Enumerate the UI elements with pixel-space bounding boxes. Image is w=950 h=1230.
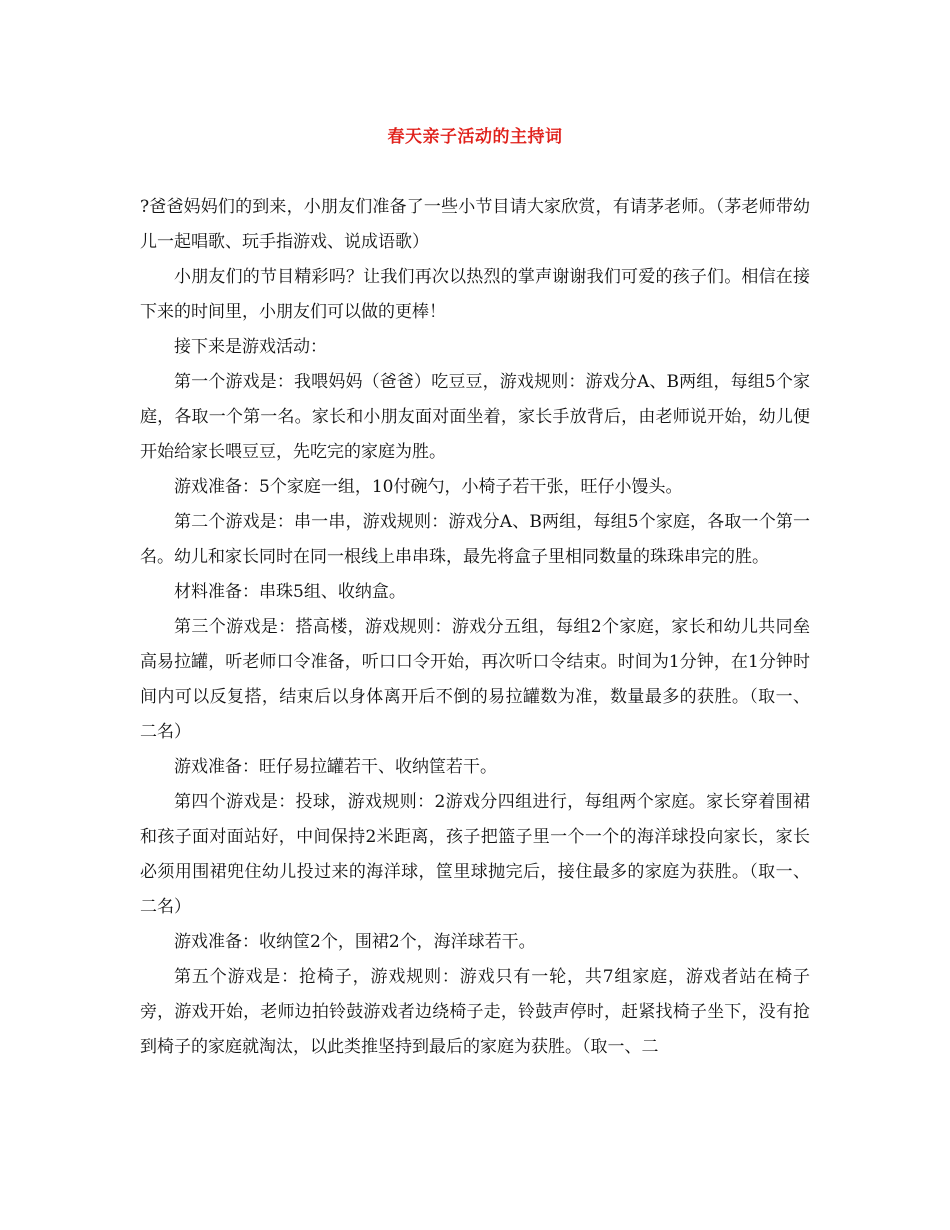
paragraph: 第三个游戏是：搭高楼，游戏规则：游戏分五组，每组2个家庭，家长和幼儿共同垒高易拉罐，听老师口令准备，听口口令开始，再次听口令结束。时间为1分钟，在1分钟时间内可以反复搭，结束后以身体离开后不倒的易拉罐数为准，数量最多的获胜。（取一、二名） [140, 617, 810, 742]
paragraph: 第五个游戏是：抢椅子，游戏规则：游戏只有一轮，共7组家庭，游戏者站在椅子旁，游戏开始，老师边拍铃鼓游戏者边绕椅子走，铃鼓声停时，赶紧找椅子坐下，没有抢到椅子的家庭就淘汰，以此类推坚持到最后的家庭为获胜。（取一、二 [140, 967, 810, 1057]
paragraph: 游戏准备：5个家庭一组，10付碗勺，小椅子若干张，旺仔小馒头。 [174, 477, 683, 497]
paragraph: 游戏准备：收纳筐2个，围裙2个，海洋球若干。 [174, 932, 536, 952]
document-body [140, 190, 810, 1065]
paragraph: 接下来是游戏活动： [174, 337, 327, 357]
paragraph: 第一个游戏是：我喂妈妈（爸爸）吃豆豆，游戏规则：游戏分A、B两组，每组5个家庭，各取一个第一名。家长和小朋友面对面坐着，家长手放背后，由老师说开始，幼儿便开始给家长喂豆豆，先吃完的家庭为胜。 [140, 372, 810, 462]
paragraph: 第二个游戏是：串一串，游戏规则：游戏分A、B两组，每组5个家庭，各取一个第一名。幼儿和家长同时在同一根线上串串珠，最先将盒子里相同数量的珠珠串完的胜。 [140, 512, 810, 567]
paragraph: ?爸爸妈妈们的到来，小朋友们准备了一些小节目请大家欣赏，有请茅老师。（茅老师带幼儿一起唱歌、玩手指游戏、说成语歌） [140, 197, 810, 252]
paragraph: 材料准备：串珠5组、收纳盒。 [174, 582, 406, 602]
paragraph: 第四个游戏是：投球，游戏规则：2游戏分四组进行，每组两个家庭。家长穿着围裙和孩子面对面站好，中间保持2米距离，孩子把篮子里一个一个的海洋球投向家长，家长必须用围裙兜住幼儿投过来的海洋球，筐里球抛完后，接住最多的家庭为获胜。（取一、二名） [140, 792, 810, 917]
document-title: 春天亲子活动的主持词 [387, 127, 563, 147]
paragraph: 游戏准备：旺仔易拉罐若干、收纳筐若干。 [174, 757, 497, 777]
paragraph: 小朋友们的节目精彩吗？让我们再次以热烈的掌声谢谢我们可爱的孩子们。相信在接下来的时间里，小朋友们可以做的更棒！ [140, 267, 810, 322]
